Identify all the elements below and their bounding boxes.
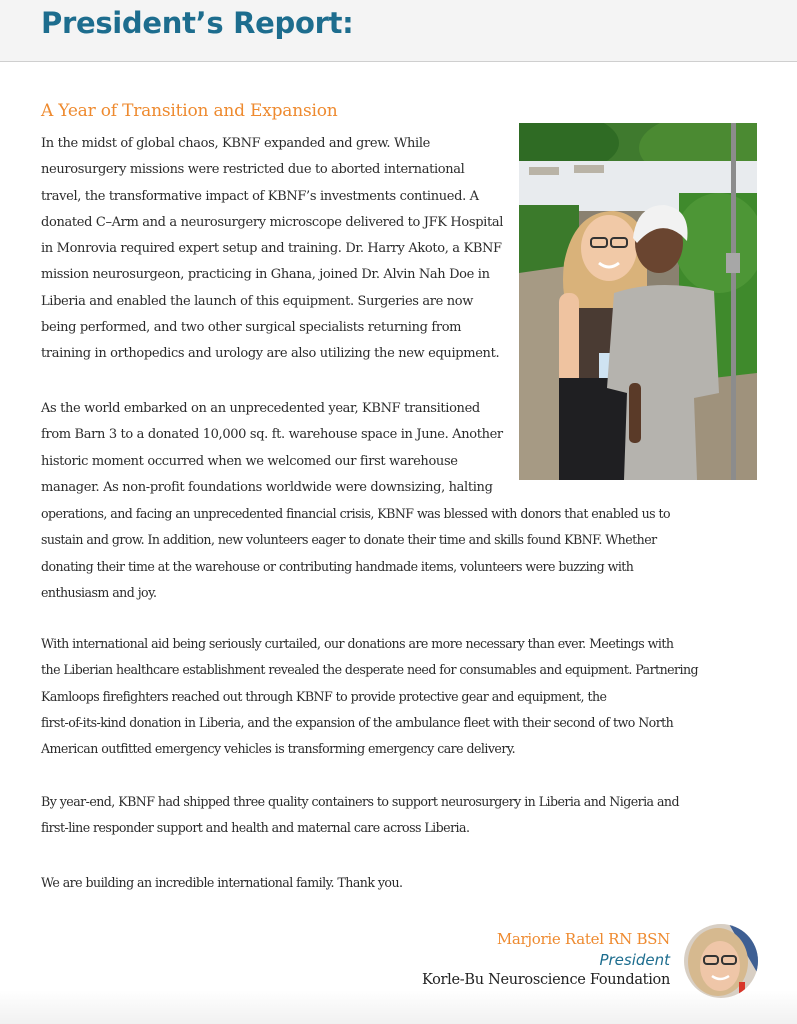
text-line: first-of-its-kind donation in Liberia, and the expansion of the ambulance fleet with their second of two North: [41, 714, 674, 730]
text-line: With international aid being seriously curtailed, our donations are more necessary than ever. Meetings with: [41, 636, 674, 651]
text-line: mission neurosurgeon, practicing in Ghana, joined Dr. Alvin Nah Doe in: [41, 267, 490, 283]
text-line: training in orthopedics and urology are also utilizing the new equipment.: [41, 346, 500, 362]
text-line: In the midst of global chaos, KBNF expanded and grew. While: [41, 136, 430, 151]
avatar: [684, 924, 758, 998]
text-line: Kamloops firefighters reached out through KBNF to provide protective gear and equipment, the: [41, 688, 607, 704]
article-photo: [519, 123, 757, 480]
text-line: manager. As non-profit foundations worldwide were downsizing, halting: [41, 479, 493, 495]
text-line: donated C–Arm and a neurosurgery microscope delivered to JFK Hospital: [41, 214, 504, 230]
text-line: enthusiasm and joy.: [41, 585, 157, 601]
text-line: the Liberian healthcare establishment revealed the desperate need for consumables and equipment. Partnering: [41, 662, 699, 678]
text-line: travel, the transformative impact of KBNF’s investments continued. A: [41, 188, 479, 204]
text-line: sustain and grow. In addition, new volunteers eager to donate their time and skills found KBNF. Whether: [41, 532, 657, 548]
paragraph-5: [41, 870, 402, 896]
text-line: We are building an incredible international family. Thank you.: [41, 875, 403, 890]
text-line: By year-end, KBNF had shipped three quality containers to support neurosurgery in Liberia and Nigeria and: [41, 794, 679, 809]
text-line: being performed, and two other surgical specialists returning from: [41, 320, 462, 336]
text-line: Liberia and enabled the launch of this equipment. Surgeries are now: [41, 293, 474, 309]
text-line: American outfitted emergency vehicles is transforming emergency care delivery.: [41, 741, 516, 757]
signatory-role: President: [599, 951, 670, 969]
page-header: [0, 0, 797, 62]
text-line: historic moment occurred when we welcomed our first warehouse: [41, 453, 458, 469]
text-line: As the world embarked on an unprecedented year, KBNF transitioned: [41, 401, 480, 416]
section-subtitle: A Year of Transition and Expansion: [41, 101, 338, 121]
text-line: neurosurgery missions were restricted due to aborted international: [41, 162, 465, 178]
page-title: President’s Report:: [41, 6, 354, 40]
text-line: donating their time at the warehouse or contributing handmade items, volunteers were buzzing with: [41, 558, 634, 574]
text-line: first-line responder support and health and maternal care across Liberia.: [41, 820, 470, 836]
paragraph-1: [41, 131, 503, 368]
text-line: in Monrovia required expert setup and training. Dr. Harry Akoto, a KBNF: [41, 241, 502, 257]
signature-block: [422, 928, 670, 990]
paragraph-4: [41, 789, 679, 842]
organization-name: Korle-Bu Neuroscience Foundation: [421, 972, 670, 988]
text-line: from Barn 3 to a donated 10,000 sq. ft. warehouse space in June. Another: [41, 427, 503, 443]
signatory-name: Marjorie Ratel RN BSN: [496, 930, 670, 948]
paragraph-3: [41, 631, 698, 762]
text-line: operations, and facing an unprecedented financial crisis, KBNF was blessed with donors that enabled us to: [41, 506, 671, 522]
